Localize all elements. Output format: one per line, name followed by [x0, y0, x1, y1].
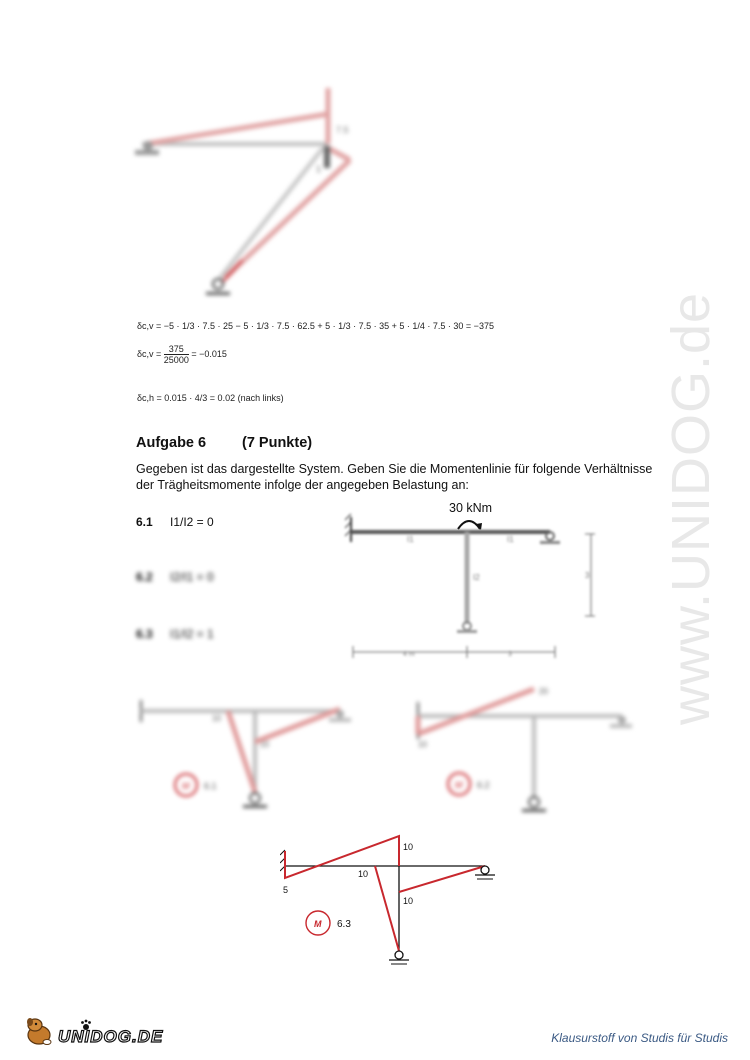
equation-2 — [137, 344, 227, 365]
paragraph-line-1: Gegeben ist das dargestellte System. Geben Sie die Momentenlinie für folgende Verhältnisse — [136, 462, 653, 476]
logo-text: UNIDOG.DE — [58, 1027, 164, 1046]
eq2-fraction — [164, 344, 189, 365]
dim-height-label: 3 — [585, 571, 590, 580]
sol63-v-low: 10 — [403, 896, 414, 906]
paragraph-line-2: der Trägheitsmomente infolge der angegeben Belastung an: — [136, 478, 469, 492]
sol61-v1: 10 — [212, 714, 221, 723]
top-label-75: 7.5 — [336, 125, 349, 135]
equation-1: δc,v = −5 · 1/3 · 7.5 · 25 − 5 · 1/3 · 7.5 · 62.5 + 5 · 1/3 · 7.5 · 35 + 5 · 1/4 · 7.5 · 30 = −375 — [137, 321, 494, 331]
eq2-den: 25000 — [163, 355, 189, 365]
solution-6-2-figure — [412, 684, 642, 819]
sol63-label: 6.3 — [337, 919, 351, 930]
sol62-label: 6.2 — [477, 780, 490, 790]
sol63-v-mid: 10 — [358, 869, 369, 879]
watermark: www.UNIDOG.de — [661, 291, 721, 725]
subtask-expr-2: I2/I1 = 0 — [170, 570, 214, 584]
sol61-label: 6.1 — [204, 781, 217, 791]
i1-right-label: I1 — [507, 535, 514, 544]
equation-3: δc,h = 0.015 · 4/3 = 0.02 (nach links) — [137, 393, 284, 403]
i1-left-label: I1 — [407, 535, 414, 544]
footer-tagline: Klausurstoff von Studis für Studis — [551, 1031, 728, 1045]
sol63-badge: M — [314, 919, 322, 929]
top-figure — [130, 88, 490, 298]
subtask-expr-3: I1/I2 = 1 — [170, 627, 214, 641]
subtask-num-2: 6.2 — [136, 570, 153, 584]
sol61-badge: M — [182, 781, 190, 791]
subtask-num-1: 6.1 — [136, 515, 153, 529]
dim-left-label: 4 m — [403, 651, 415, 658]
section-title: Aufgabe 6 — [136, 435, 207, 451]
top-label-1: 1 — [316, 164, 322, 174]
dog-logo-icon — [22, 1015, 56, 1047]
system-figure — [345, 512, 595, 662]
sol62-v1: 20 — [539, 687, 548, 696]
solution-6-3-figure — [280, 833, 510, 968]
eq2-lhs: δc,v = — [137, 348, 162, 359]
moment-load-label: 30 kNm — [449, 501, 493, 515]
sol63-v-left: 5 — [283, 885, 289, 895]
subtask-expr-1: I1/I2 = 0 — [170, 515, 214, 529]
eq2-rhs: = −0.015 — [191, 348, 227, 359]
eq2-num: 375 — [164, 344, 189, 355]
sol62-v2: 10 — [418, 740, 427, 749]
dim-right-label: 3 — [508, 651, 512, 658]
sol63-v-top: 10 — [403, 842, 414, 852]
i2-label: I2 — [473, 573, 480, 582]
solution-6-1-figure — [135, 692, 365, 817]
subtask-num-3: 6.3 — [136, 627, 153, 641]
sol62-badge: M — [455, 780, 463, 790]
sol61-v2: 10 — [260, 740, 269, 749]
section-points: (7 Punkte) — [242, 435, 313, 451]
